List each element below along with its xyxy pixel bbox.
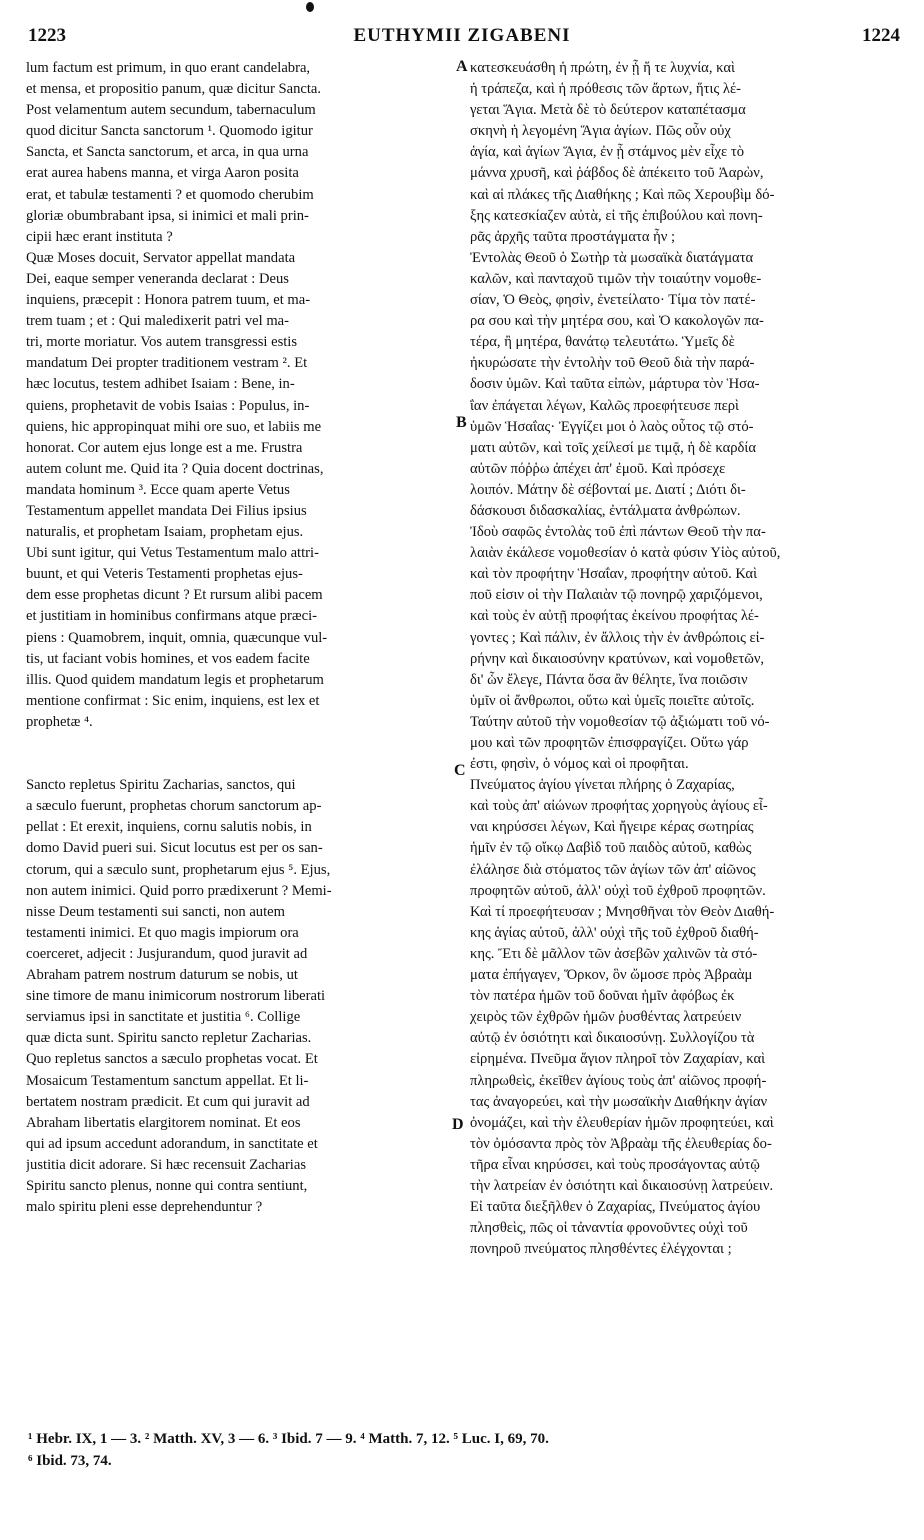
text-line: domo David pueri sui. Sicut locutus est per os san- (26, 840, 323, 857)
text-line: λοιπόν. Μάτην δὲ σέβονταί με. Διατί ; Διότι δι- (470, 481, 746, 498)
text-line: ματα ἐπήγαγεν, Ὅρκον, ὃν ὤμοσε πρὸς Ἀβραὰμ (470, 967, 753, 984)
text-line: δι' ὧν ἔλεγε, Πάντα ὅσα ἂν θέλητε, ἵνα ποιῶσιν (470, 671, 748, 688)
text-line: καὶ τοὺς ἀπ' αἰώνων προφήτας χορηγοὺς ἁγίους εἶ- (470, 798, 768, 815)
text-line: Post velamentum autem secundum, tabernaculum (26, 102, 316, 119)
text-line: Sancta, et Sancta sanctorum, et arca, in qua urna (26, 144, 309, 161)
text-line: pellat : Et erexit, inquiens, cornu salutis nobis, in (26, 819, 312, 836)
text-line: piens : Quamobrem, inquit, omnia, quæcunque vul- (26, 629, 328, 646)
text-line: mandatum Dei propter traditionem vestram ². Et (26, 355, 308, 372)
text-line: erat, et tabulæ testamenti ? et quomodo cherubim (26, 186, 314, 203)
text-line: lum factum est primum, in quo erant candelabra, (26, 60, 311, 76)
text-line: qui ad ipsum accedunt adorandum, in sanctitate et (26, 1135, 318, 1152)
text-line: et justitiam in hominibus confirmans atque præci- (26, 608, 318, 625)
text-line: καλῶν, καὶ πανταχοῦ τιμῶν τὴν τοιαύτην νομοθε- (470, 270, 762, 287)
text-line: καὶ αἱ πλάκες τῆς Διαθήκης ; Καὶ πῶς Χερουβὶμ δό- (470, 186, 775, 203)
text-line: λαιὰν ἐκάλεσε νομοθεσίαν ὁ κατὰ φύσιν Υἱὸς αὐτοῦ, (470, 545, 781, 562)
section-marker-d: D (452, 1116, 464, 1133)
text-line: malo spiritu pleni esse deprehenduntur ? (26, 1199, 263, 1216)
footnote-line: ¹ Hebr. IX, 1 — 3. ² Matth. XV, 3 — 6. ³ Ibid. 7 — 9. ⁴ Matth. 7, 12. ⁵ Luc. I, 69, 70. (28, 1431, 549, 1447)
section-marker-a: A (456, 58, 468, 75)
text-line: σκηνὴ ἡ λεγομένη Ἅγια ἁγίων. Πῶς οὖν οὐχ (470, 123, 731, 140)
text-line: ὀνομάζει, καὶ τὴν ἐλευθερίαν ἡμῶν προφητεύει, καὶ (470, 1114, 774, 1131)
text-line: σίαν, Ὁ Θεὸς, φησὶν, ἐνετείλατο· Τίμα τὸν πατέ- (470, 292, 756, 309)
text-line: gloriæ obumbrabant ipsa, si inimici et mali prin- (26, 207, 309, 224)
text-line: δοσιν ὑμῶν. Καὶ ταῦτα εἰπὼν, μάρτυρα τὸν Ἡσα- (470, 376, 760, 393)
text-line: cipii hæc erant instituta ? (26, 228, 173, 245)
text-line: Testamentum appellet mandata Dei Filius ipsius (26, 502, 307, 519)
text-line: ἡ τράπεζα, καὶ ἡ πρόθεσις τῶν ἄρτων, ἥτις λέ- (470, 81, 741, 98)
text-line: Sancto repletus Spiritu Zacharias, sanctos, qui (26, 777, 296, 794)
text-line: sine timore de manu inimicorum nostrorum liberati (26, 988, 326, 1005)
text-line: autem colunt me. Quid ita ? Quia docent doctrinas, (26, 460, 324, 477)
text-line: αὐτῶν πόῤῥω ἀπέχει ἀπ' ἐμοῦ. Καὶ πρόσεχε (470, 460, 726, 477)
text-line: non autem inimici. Quid porro prædixerunt ? Memi- (26, 882, 332, 899)
text-line: dem esse prophetas dicunt ? Et rursum alibi pacem (26, 587, 323, 604)
text-line: τὸν πατέρα ἡμῶν τοῦ δοῦναι ἡμῖν ἀφόβως ἐκ (470, 988, 735, 1005)
text-line: Quo repletus sanctos a sæculo prophetas vocat. Et (26, 1051, 318, 1068)
text-line: nisse Deum testamenti sui sancti, non autem (26, 903, 285, 920)
text-line: mentione confirmat : Sic enim, inquiens, est lex et (26, 692, 320, 709)
text-line: mandata hominum ³. Ecce quam aperte Vetus (26, 481, 290, 498)
text-line: bertatem nostram prædicit. Et cum qui juravit ad (26, 1093, 310, 1110)
text-line: ρήνην καὶ δικαιοσύνην κρατύνων, καὶ νομοθετῶν, (470, 650, 765, 667)
text-line: inquiens, præcepit : Honora patrem tuum, et ma- (26, 292, 311, 309)
section-marker-c: C (454, 762, 466, 779)
text-line: ἡμῖν ἐν τῷ οἴκῳ Δαβὶδ τοῦ παιδὸς αὐτοῦ, καθὼς (470, 840, 752, 857)
text-line: Spiritu sancto plenus, nonne qui contra sentiunt, (26, 1177, 308, 1194)
text-line: κατεσκευάσθη ἡ πρώτη, ἐν ᾗ ἥ τε λυχνία, καὶ (470, 60, 735, 76)
text-line: ἐστι, φησὶν, ὁ νόμος καὶ οἱ προφῆται. (470, 756, 689, 773)
text-line: Ταύτην αὐτοῦ τὴν νομοθεσίαν τῷ ἀξιώματι τοῦ νό- (470, 713, 770, 730)
text-line: buunt, et qui Veteris Testamenti prophetas ejus- (26, 566, 303, 583)
text-line: Abraham patrem nostrum daturum se nobis, ut (26, 967, 298, 984)
text-line: tri, morte moriatur. Vos autem transgressi estis (26, 334, 298, 351)
text-line: justitia dicit adorare. Si hæc recensuit Zacharias (26, 1156, 307, 1173)
text-line: hæc locutus, testem adhibet Isaiam : Bene, in- (26, 376, 295, 393)
text-line: τῆρα εἶναι κηρύσσει, καὶ τοὺς προσάγοντας αὐτῷ (470, 1156, 760, 1173)
text-line: τὴν λατρείαν ἐν ὁσιότητι καὶ δικαιοσύνῃ λατρεύειν. (470, 1177, 774, 1194)
text-line: εἰρημένα. Πνεῦμα ἅγιον πληροῖ τὸν Ζαχαρίαν, καὶ (470, 1051, 766, 1068)
text-line: ἐλάλησε διὰ στόματος τῶν ἁγίων τῶν ἀπ' αἰῶνος (470, 861, 756, 878)
text-line: ρα σου καὶ τὴν μητέρα σου, καὶ Ὁ κακολογῶν πα- (470, 313, 764, 330)
text-line: Πνεύματος ἁγίου γίνεται πλήρης ὁ Ζαχαρίας, (470, 777, 735, 794)
page-number-right: 1224 (862, 25, 900, 46)
text-line: κης. Ἔτι δὲ μᾶλλον τῶν ἀσεβῶν χαλινῶν τὰ στό- (470, 945, 758, 962)
text-line: Ubi sunt igitur, qui Vetus Testamentum malo attri- (26, 545, 319, 562)
ink-dot (306, 2, 314, 12)
text-line: ποῦ εἰσιν οἱ τὴν Παλαιὰν τῷ πονηρῷ χαριζόμενοι, (470, 587, 763, 604)
text-line: Καὶ τί προεφήτευσαν ; Μνησθῆναι τὸν Θεὸν Διαθή- (470, 903, 775, 920)
text-line: erat aurea habens manna, et virga Aaron posita (26, 165, 299, 182)
text-line: πληρωθεὶς, ἐκεῖθεν ἁγίους τοὺς ἀπ' αἰῶνος προφή- (470, 1072, 767, 1089)
text-line: τὸν ὀμόσαντα πρὸς τὸν Ἀβραὰμ τῆς ἐλευθερίας δο- (470, 1135, 772, 1152)
latin-column (26, 58, 454, 1218)
text-line: γοντες ; Καὶ πάλιν, ἐν ἄλλοις τὴν ἐν ἀνθρώποις εἰ- (470, 629, 765, 646)
text-line: ὑμῶν Ἡσαΐας· Ἐγγίζει μοι ὁ λαὸς οὗτος τῷ στό- (470, 418, 754, 435)
text-line: αὐτῷ ἐν ὁσιότητι καὶ δικαιοσύνῃ. Συλλογίζου τὰ (470, 1030, 755, 1047)
text-line: Ἰδοὺ σαφῶς ἐντολὰς τοῦ ἐπὶ πάντων Θεοῦ τὴν πα- (470, 524, 766, 541)
text-line: quiens, prophetavit de vobis Isaias : Populus, in- (26, 397, 310, 414)
footnote-line: ⁶ Ibid. 73, 74. (28, 1453, 112, 1469)
text-line: testamenti inimici. Et quo magis impiorum ora (26, 924, 299, 941)
text-line: κης ἁγίας αὐτοῦ, ἀλλ' οὐχὶ τῆς τοῦ ἐχθροῦ διαθή- (470, 924, 759, 941)
text-line: Quæ Moses docuit, Servator appellat mandata (26, 249, 296, 266)
text-line: Εἰ ταῦτα διεξῆλθεν ὁ Ζαχαρίας, Πνεύματος ἁγίου (470, 1199, 761, 1216)
text-line: τας ἀναγορεύει, καὶ τὴν μωσαϊκὴν Διαθήκην ἁγίαν (470, 1093, 768, 1110)
text-line: ctorum, qui a sæculo sunt, prophetarum ejus ⁵. Ejus, (26, 861, 331, 878)
text-line: ἠκυρώσατε τὴν ἐντολὴν τοῦ Θεοῦ διὰ τὴν παρά- (470, 355, 755, 372)
text-line: tis, ut faciant vobis homines, et vos eadem facite (26, 650, 310, 667)
text-line: Ἐντολὰς Θεοῦ ὁ Σωτὴρ τὰ μωσαϊκὰ διατάγματα (470, 249, 754, 266)
text-line: et mensa, et propositio panum, quæ dicitur Sancta. (26, 81, 322, 98)
text-line: καὶ τὸν προφήτην Ἡσαΐαν, προφήτην αὐτοῦ. Καὶ (470, 566, 757, 583)
text-line: ΐαν ἐπάγεται λέγων, Καλῶς προεφήτευσε περὶ (470, 397, 739, 414)
text-line: Dei, eaque semper veneranda declarat : Deus (26, 270, 289, 287)
text-line: γεται Ἅγια. Μετὰ δὲ τὸ δεύτερον καταπέτασμα (470, 102, 746, 119)
text-line: naturalis, et prophetam Isaiam, prophetam ejus. (26, 524, 304, 541)
text-line: honorat. Cor autem ejus longe est a me. Frustra (26, 439, 303, 456)
text-line: μου καὶ τῶν προφητῶν ἐπισφραγίζει. Οὕτω γάρ (470, 735, 749, 751)
text-line: καὶ τοὺς ἐν αὐτῇ προφήτας ἐκείνου προφήτας λέ- (470, 608, 759, 625)
text-line: ὑμῖν οἱ ἄνθρωποι, οὕτω καὶ ὑμεῖς ποιεῖτε αὐτοῖς. (470, 692, 755, 709)
text-line: χειρὸς τῶν ἐχθρῶν ἡμῶν ῥυσθέντας λατρεύειν (470, 1009, 742, 1026)
text-line: ξης κατεσκίαζεν αὐτὰ, εἰ τῆς ἐπιβούλου καὶ πονη- (470, 207, 763, 224)
section-marker-b: B (456, 414, 467, 431)
text-line: ναι κηρύσσει λέγων, Καὶ ἤγειρε κέρας σωτηρίας (470, 819, 754, 836)
text-line (26, 754, 454, 775)
text-line: πονηροῦ πνεύματος πλησθέντες ἐλέγχονται ; (470, 1241, 732, 1258)
text-line: δάσκουσι διδασκαλίας, ἐντάλματα ἀνθρώπων. (470, 502, 741, 519)
text-line: serviamus ipsi in sanctitate et justitia ⁶. Collige (26, 1009, 301, 1026)
text-line: ἁγία, καὶ ἁγίων Ἅγια, ἐν ᾗ στάμνος μὲν εἶχε τὸ (470, 144, 744, 161)
running-title: EUTHYMII ZIGABENI (353, 25, 571, 46)
text-line: quæ dicta sunt. Spiritu sancto repletur Zacharias. (26, 1030, 312, 1047)
text-line: quiens, hic appropinquat mihi ore suo, et labiis me (26, 418, 322, 435)
text-line: ρᾶς ἀρχῆς ταῦτα προστάγματα ἦν ; (470, 228, 676, 245)
text-line: coerceret, adjecit : Jusjurandum, quod juravit ad (26, 945, 308, 962)
text-line (26, 733, 454, 754)
text-line: quod dicitur Sancta sanctorum ¹. Quomodo igitur (26, 123, 313, 140)
greek-column (470, 58, 900, 1260)
footnotes (28, 1428, 898, 1472)
page-number-left: 1223 (28, 25, 66, 46)
text-line: ματι αὐτῶν, καὶ τοῖς χείλεσί με τιμᾷ, ἡ δὲ καρδία (470, 439, 756, 456)
text-line: προφητῶν αὐτοῦ, ἀλλ' οὐχὶ τοῦ ἐχθροῦ προφητῶν. (470, 882, 766, 899)
text-line: prophetæ ⁴. (26, 713, 93, 730)
text-line: μάννα χρυσῆ, καὶ ῥάβδος δὲ ἀπέκειτο τοῦ Ἀαρὼν, (470, 165, 764, 182)
text-line: a sæculo fuerunt, prophetas chorum sanctorum ap- (26, 798, 322, 815)
text-line: illis. Quod quidem mandatum legis et prophetarum (26, 671, 324, 688)
text-line: Mosaicum Testamentum sanctum appellat. Et li- (26, 1072, 309, 1089)
text-line: trem tuam ; et : Qui maledixerit patri vel ma- (26, 313, 290, 330)
text-line: πλησθεὶς, πῶς οἱ τἀναντία φρονοῦντες οὐχὶ τοῦ (470, 1220, 748, 1237)
text-line: Abraham libertatis elargitorem nominat. Et eos (26, 1114, 301, 1131)
text-line: τέρα, ἢ μητέρα, θανάτῳ τελευτάτω. Ὑμεῖς δὲ (470, 334, 735, 351)
